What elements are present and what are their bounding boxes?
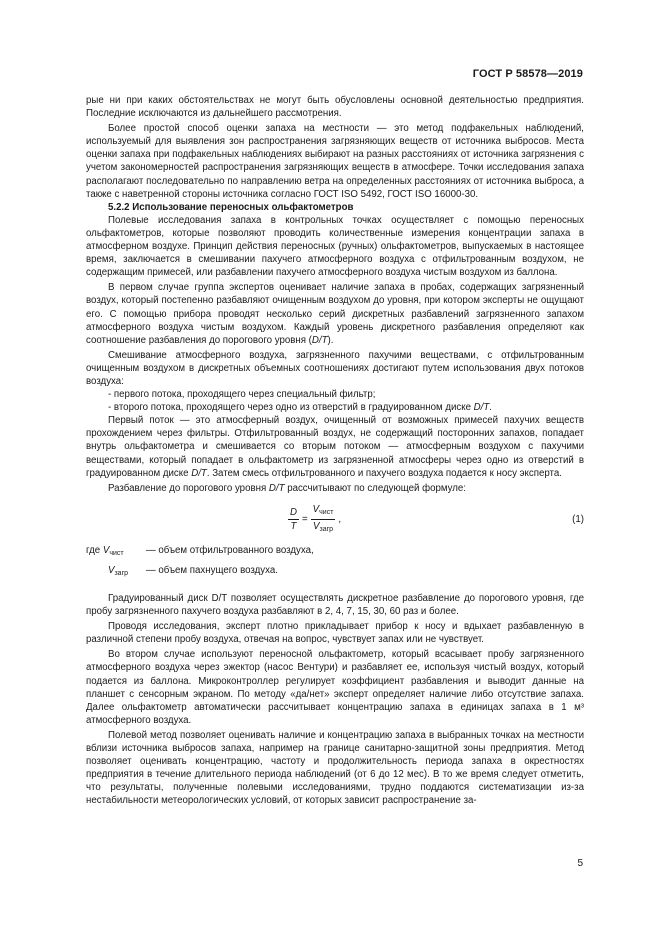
paragraph: рые ни при каких обстоятельствах не могут быть обусловлены основной деятельностью предприятия. Последние исключаются из дальнейшего рассмотрения. [86, 95, 584, 120]
paragraph: Полевой метод позволяет оценивать наличие и концентрацию запаха в выбранных точках на местности вблизи источника выбросов запаха, например на границе санитарно-защитной зоны предприятия. Метод позволяет оценивать концентрацию, частоту и продолжительность периода запаха в окрестностях предприятия в течение длительного периода наблюдений (от 6 до 12 мес). В то же время следует отметить, что результаты, полученные полевыми исследованиями, трудно поддаются систематизации из-за нестабильности метеорологических условий, от которых зависит распространение за- [86, 729, 584, 807]
paragraph: Проводя исследования, эксперт плотно прикладывает прибор к носу и вдыхает разбавленную в различной степени пробу воздуха, отвечая на вопрос, чувствует запах или не чувствует. [86, 621, 584, 646]
paragraph: Разбавление до порогового уровня D/T рассчитывают по следующей формуле: [108, 482, 466, 494]
list-item: - первого потока, проходящего через специальный фильтр; [108, 389, 376, 401]
paragraph: Первый поток — это атмосферный воздух, очищенный от возможных примесей пахучих веществ прохождением через фильтры. Отфильтрованный воздух, не содержащий посторонних запахов, попадает внутрь ольфактометра и смешивается со вторым потоком — атмосферным воздухом с пахучими веществами, который попадает в ольфактометр из загрязненной атмосферы через одно из отверстий в градуированном диске D/T. Затем смесь отфильтрованного и пахучего воздуха подается к носу эксперта. [86, 415, 584, 479]
paragraph: Более простой способ оценки запаха на местности — это метод подфакельных наблюдений, используемый для выявления зон распространения загрязняющих веществ от источника выбросов. Места оценки запаха при подфакельных наблюдениях выбирают на разных расстояниях от источника загрязнения с учетом закономерностей распространения загрязняющих веществ в атмосфере. Точки исследования запаха располагают последовательно по направлению ветра на определенных расстояниях от источника выброса, а также с наветренной стороны источника согласно ГОСТ ISO 5492, ГОСТ ISO 16000-30. [86, 123, 584, 200]
formula-legend [86, 544, 584, 580]
paragraph: Полевые исследования запаха в контрольных точках осуществляет с помощью переносных ольфактометров, которые позволяют проводить количественные измерения концентрации запаха в атмосферном воздухе. Принцип действия переносных (ручных) ольфактометров, выпускаемых в настоящее время, заключается в смешивании пахучего атмосферного воздуха с отфильтрованным воздухом, не содержащим примесей, или разбавлении пахучего атмосферного воздуха чистым воздухом из баллона. [86, 214, 584, 279]
list-item: - второго потока, проходящего через одно из отверстий в градуированном диске D/T. [108, 402, 492, 414]
formula-expression: $\frac{D}{T}$ = $\frac{V_{чист}}{V_{загр}}$ , [290, 503, 342, 533]
page-number: 5 [577, 858, 583, 869]
paragraph: В первом случае группа экспертов оценивает наличие запаха в пробах, содержащих загрязненный воздух, который постепенно разбавляют очищенным воздухом до уровня, при котором эксперты не ощущают его. С помощью прибора проводят несколько серий дискретных разбавлений загрязненного запахом атмосферного воздуха чистым воздухом. Каждый уровень дискретного разбавления определяют как соотношение разбавления до порогового уровня (D/T). [86, 282, 584, 346]
equals-sign: = [302, 513, 308, 525]
legend-row: где $V_{чист}$ — объем отфильтрованного воздуха, [86, 544, 314, 557]
legend-row: $V_{загр}$ — объем пахнущего воздуха. [108, 564, 278, 577]
section-heading: 5.2.2 Использование переносных ольфактометров [108, 201, 354, 213]
document-body [86, 94, 584, 808]
paragraph: Градуированный диск D/T позволяет осуществлять дискретное разбавление до порогового уровня, где пробу загрязненного пахучего воздуха разбавляют в 2, 4, 7, 15, 30, 60 раз и более. [86, 593, 584, 618]
formula-block [86, 504, 584, 538]
fraction-dt: $\frac{D}{T}$ [290, 506, 297, 532]
equation-number: (1) [572, 513, 584, 525]
paragraph: Во втором случае используют переносной ольфактометр, который всасывает пробу загрязненного атмосферного воздуха через эжектор (насос Вентури) и разбавляет ее, используя чистый воздух, который подается из баллона. Микроконтроллер регулирует коэффициент разбавления и выводит данные на планшет с сенсорным экраном. По методу «да/нет» эксперт определяет наличие либо отсутствие запаха. Далее ольфактометр автоматически рассчитывает концентрацию запаха в единицах запаха в 1 м³ атмосферного воздуха. [86, 649, 584, 726]
fraction-volumes: $\frac{V_{чист}}{V_{загр}}$ [312, 503, 334, 533]
paragraph: Смешивание атмосферного воздуха, загрязненного пахучими веществами, с отфильтрованным очищенным воздухом в дискретных объемных соотношениях достигают путем использования двух потоков воздуха: [86, 349, 584, 387]
document-id-header: ГОСТ Р 58578—2019 [472, 68, 583, 80]
